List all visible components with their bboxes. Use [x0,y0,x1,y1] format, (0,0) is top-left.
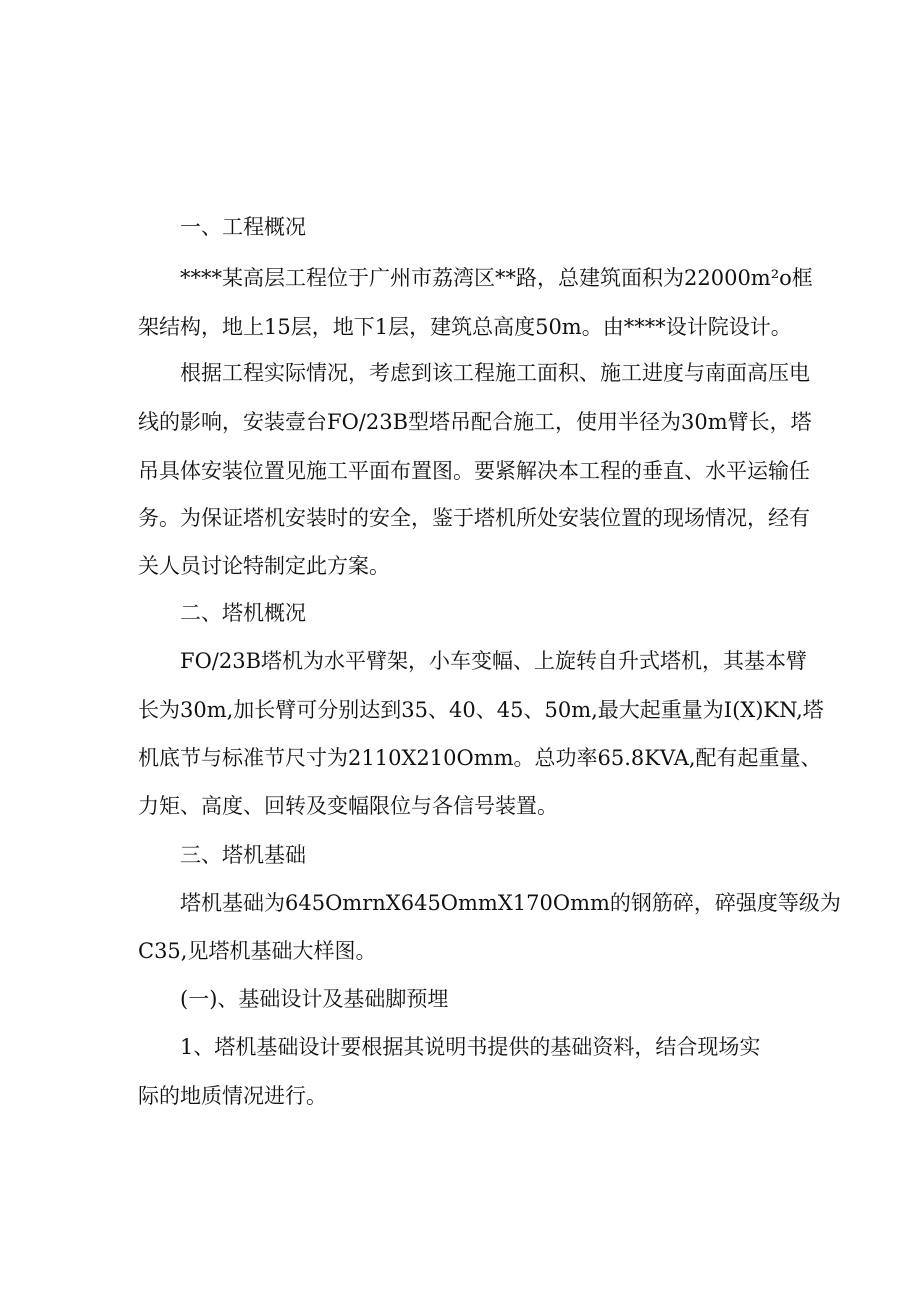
paragraph-line: 力矩、高度、回转及变幅限位与各信号装置。 [138,794,558,818]
section-heading-1: 一、工程概况 [180,215,306,239]
paragraph-line: C35,见塔机基础大样图。 [138,939,377,963]
paragraph-line: FO/23B塔机为水平臂架，小车变幅、上旋转自升式塔机，其基本臂 [180,649,808,673]
paragraph-line: ****某高层工程位于广州市荔湾区**路，总建筑面积为22000m²o框 [180,266,813,290]
paragraph-line: 线的影响，安装壹台FO/23B型塔吊配合施工，使用半径为30m臂长，塔 [138,410,812,434]
paragraph-line: 长为30m,加长臂可分别达到35、40、45、50m,最大起重量为I(X)KN,塔 [138,698,824,722]
paragraph-line: 1、塔机基础设计要根据其说明书提供的基础资料，结合现场实 [180,1035,761,1059]
section-heading-3: 三、塔机基础 [180,843,306,867]
paragraph-line: 架结构，地上15层，地下1层，建筑总高度50m。由****设计院设计。 [138,315,792,339]
paragraph-line: 关人员讨论特制定此方案。 [138,554,390,578]
paragraph-line: 根据工程实际情况，考虑到该工程施工面积、施工进度与南面高压电 [180,361,810,385]
paragraph-line: 塔机基础为645OmrnX645OmmX170Omm的钢筋碎，碎强度等级为 [180,891,841,915]
paragraph-line: 吊具体安装位置见施工平面布置图。要紧解决本工程的垂直、水平运输任 [138,459,810,483]
paragraph-line: 务。为保证塔机安装时的安全，鉴于塔机所处安装位置的现场情况，经有 [138,506,810,530]
subsection-heading-1: (一)、基础设计及基础脚预埋 [180,987,449,1011]
paragraph-line: 机底节与标准节尺寸为2110X210Omm。总功率65.8KVA,配有起重量、 [138,746,822,770]
paragraph-line: 际的地质情况进行。 [138,1084,327,1108]
section-heading-2: 二、塔机概况 [180,601,306,625]
